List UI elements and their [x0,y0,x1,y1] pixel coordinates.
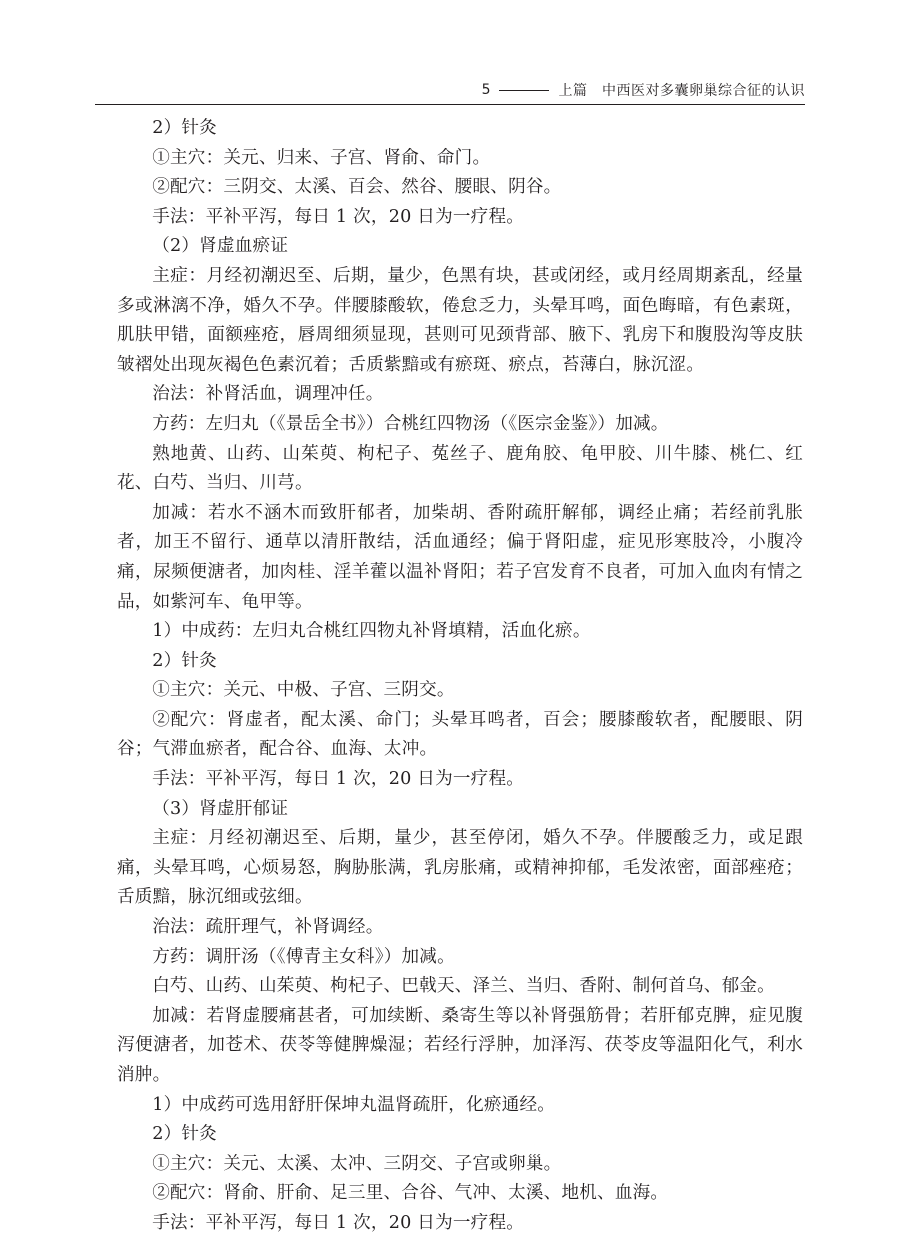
main-points: ①主穴：关元、太溪、太冲、三阴交、子宫或卵巢。 [152,1153,562,1174]
treatment-principle: 治法：疏肝理气，补肾调经。 [152,917,384,938]
secondary-points: ②配穴：肾虚者，配太溪、命门；头晕耳鸣者，百会；腰膝酸软者，配腰眼、阴谷；气滞血瘀者，配合谷、血海、太冲。 [117,709,803,760]
header-rule [95,104,805,105]
herb-list: 白芍、山药、山茱萸、枸杞子、巴戟天、泽兰、当归、香附、制何首乌、郁金。 [152,976,775,997]
subheading-acupuncture: 2）针灸 [152,1124,217,1145]
modifications: 加减：若水不涵木而致肝郁者，加柴胡、香附疏肝解郁，调经止痛；若经前乳胀者，加王不留行、通草以清肝散结，活血通经；偏于肾阳虚，症见形寒肢冷，小腹冷痛，尿频便溏者，加肉桂、淫羊藿以温补肾阳；若子宫发育不良者，可加入血肉有情之品，如紫河车、龟甲等。 [117,502,803,612]
page-body [117,114,803,1239]
symptoms: 主症：月经初潮迟至、后期，量少，色黑有块，甚或闭经，或月经周期紊乱，经量多或淋漓不净，婚久不孕。伴腰膝酸软，倦怠乏力，头晕耳鸣，面色晦暗，有色素斑，肌肤甲错，面额痤疮，唇周细须显现，甚则可见颈背部、腋下、乳房下和腹股沟等皮肤皱褶处出现灰褐色色素沉着；舌质紫黯或有瘀斑、瘀点，苔薄白，脉沉涩。 [117,265,803,375]
header-dash [499,90,549,91]
main-points: ①主穴：关元、归来、子宫、肾俞、命门。 [152,147,491,168]
herb-list: 熟地黄、山药、山茱萸、枸杞子、菟丝子、鹿角胶、龟甲胶、川牛膝、桃仁、红花、白芍、当归、川芎。 [117,443,803,494]
patent-medicine: 1）中成药可选用舒肝保坤丸温肾疏肝，化瘀通经。 [152,1094,556,1115]
section-heading: （3）肾虚肝郁证 [152,798,289,819]
prescription: 方药：左归丸（《景岳全书》）合桃红四物汤（《医宗金鉴》）加减。 [152,413,669,434]
prescription: 方药：调肝汤（《傅青主女科》）加减。 [152,946,455,967]
secondary-points: ②配穴：肾俞、肝俞、足三里、合谷、气冲、太溪、地机、血海。 [152,1183,669,1204]
symptoms: 主症：月经初潮迟至、后期，量少，甚至停闭，婚久不孕。伴腰酸乏力，或足跟痛，头晕耳鸣，心烦易怒，胸胁胀满，乳房胀痛，或精神抑郁，毛发浓密，面部痤疮；舌质黯，脉沉细或弦细。 [117,828,803,908]
patent-medicine: 1）中成药：左归丸合桃红四物丸补肾填精，活血化瘀。 [152,621,591,642]
running-header [482,80,805,100]
technique: 手法：平补平泻，每日 1 次，20 日为一疗程。 [152,769,525,790]
modifications: 加减：若肾虚腰痛甚者，可加续断、桑寄生等以补肾强筋骨；若肝郁克脾，症见腹泻便溏者，加苍术、茯苓等健脾燥湿；若经行浮肿，加泽泻、茯苓皮等温阳化气，利水消肿。 [117,1005,803,1085]
subheading-acupuncture: 2）针灸 [152,650,217,671]
treatment-principle: 治法：补肾活血，调理冲任。 [152,384,384,405]
technique: 手法：平补平泻，每日 1 次，20 日为一疗程。 [152,206,525,227]
secondary-points: ②配穴：三阴交、太溪、百会、然谷、腰眼、阴谷。 [152,177,562,198]
section-heading: （2）肾虚血瘀证 [152,236,289,257]
main-points: ①主穴：关元、中极、子宫、三阴交。 [152,680,455,701]
running-title: 上篇 中西医对多囊卵巢综合征的认识 [558,83,805,99]
subheading-acupuncture: 2）针灸 [152,118,217,138]
technique: 手法：平补平泻，每日 1 次，20 日为一疗程。 [152,1212,525,1233]
page-number: 5 [481,82,491,98]
